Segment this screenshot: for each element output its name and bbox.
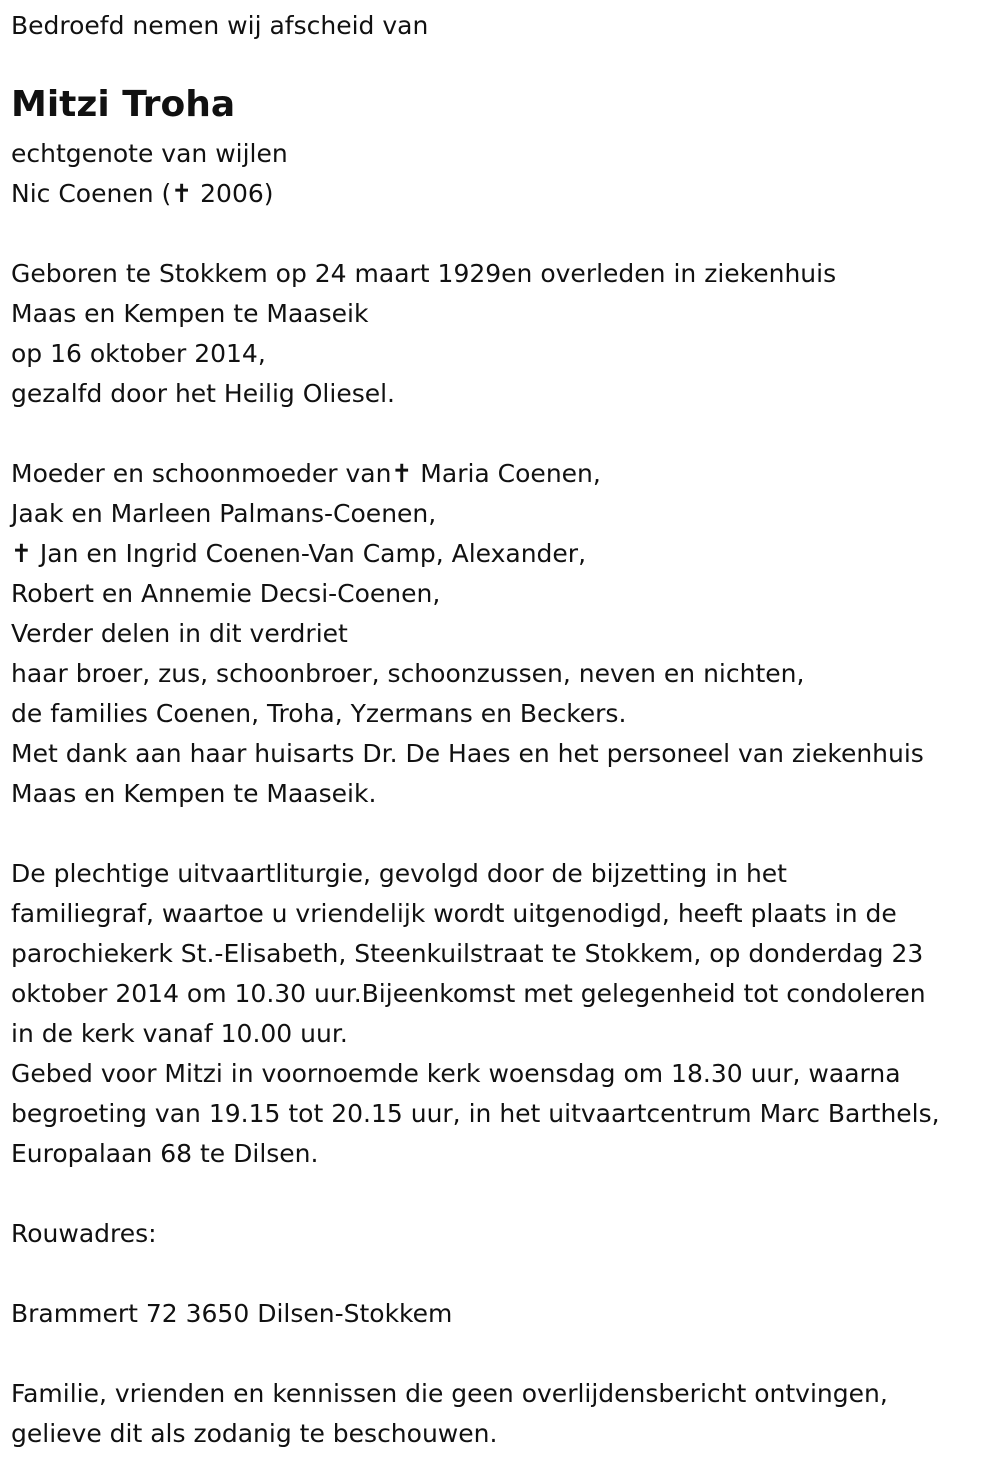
closing-line: gelieve dit als zodanig te beschouwen. (11, 1419, 498, 1448)
birth-line: Maas en Kempen te Maaseik (11, 299, 369, 328)
birth-line: Geboren te Stokkem op 24 maart 1929en overleden in ziekenhuis (11, 259, 837, 288)
family-line: de families Coenen, Troha, Yzermans en Beckers. (11, 699, 627, 728)
address: Brammert 72 3650 Dilsen-Stokkem (11, 1299, 453, 1328)
address-label: Rouwadres: (11, 1219, 157, 1248)
funeral-line: oktober 2014 om 10.30 uur.Bijeenkomst met gelegenheid tot condoleren (11, 979, 926, 1008)
deceased-name: Mitzi Troha (11, 84, 236, 125)
family-line: Met dank aan haar huisarts Dr. De Haes en het personeel van ziekenhuis (11, 739, 924, 768)
funeral-line: Europalaan 68 te Dilsen. (11, 1139, 319, 1168)
funeral-line: in de kerk vanaf 10.00 uur. (11, 1019, 348, 1048)
spouse-line: Nic Coenen (✝ 2006) (11, 179, 274, 208)
funeral-line: De plechtige uitvaartliturgie, gevolgd door de bijzetting in het (11, 859, 787, 888)
family-line: Verder delen in dit verdriet (11, 619, 348, 648)
funeral-line: parochiekerk St.-Elisabeth, Steenkuilstraat te Stokkem, op donderdag 23 (11, 939, 924, 968)
family-line: Jaak en Marleen Palmans-Coenen, (11, 499, 437, 528)
family-line: Moeder en schoonmoeder van✝ Maria Coenen, (11, 459, 601, 488)
intro-text: Bedroefd nemen wij afscheid van (11, 11, 429, 40)
funeral-line: familiegraf, waartoe u vriendelijk wordt uitgenodigd, heeft plaats in de (11, 899, 897, 928)
family-line: Robert en Annemie Decsi-Coenen, (11, 579, 441, 608)
family-line: Maas en Kempen te Maaseik. (11, 779, 377, 808)
family-line: haar broer, zus, schoonbroer, schoonzussen, neven en nichten, (11, 659, 805, 688)
funeral-line: Gebed voor Mitzi in voornoemde kerk woensdag om 18.30 uur, waarna (11, 1059, 901, 1088)
funeral-line: begroeting van 19.15 tot 20.15 uur, in het uitvaartcentrum Marc Barthels, (11, 1099, 940, 1128)
spouse-line: echtgenote van wijlen (11, 139, 288, 168)
family-line: ✝ Jan en Ingrid Coenen-Van Camp, Alexander, (11, 539, 587, 568)
closing-line: Familie, vrienden en kennissen die geen overlijdensbericht ontvingen, (11, 1379, 888, 1408)
birth-line: gezalfd door het Heilig Oliesel. (11, 379, 395, 408)
birth-line: op 16 oktober 2014, (11, 339, 266, 368)
